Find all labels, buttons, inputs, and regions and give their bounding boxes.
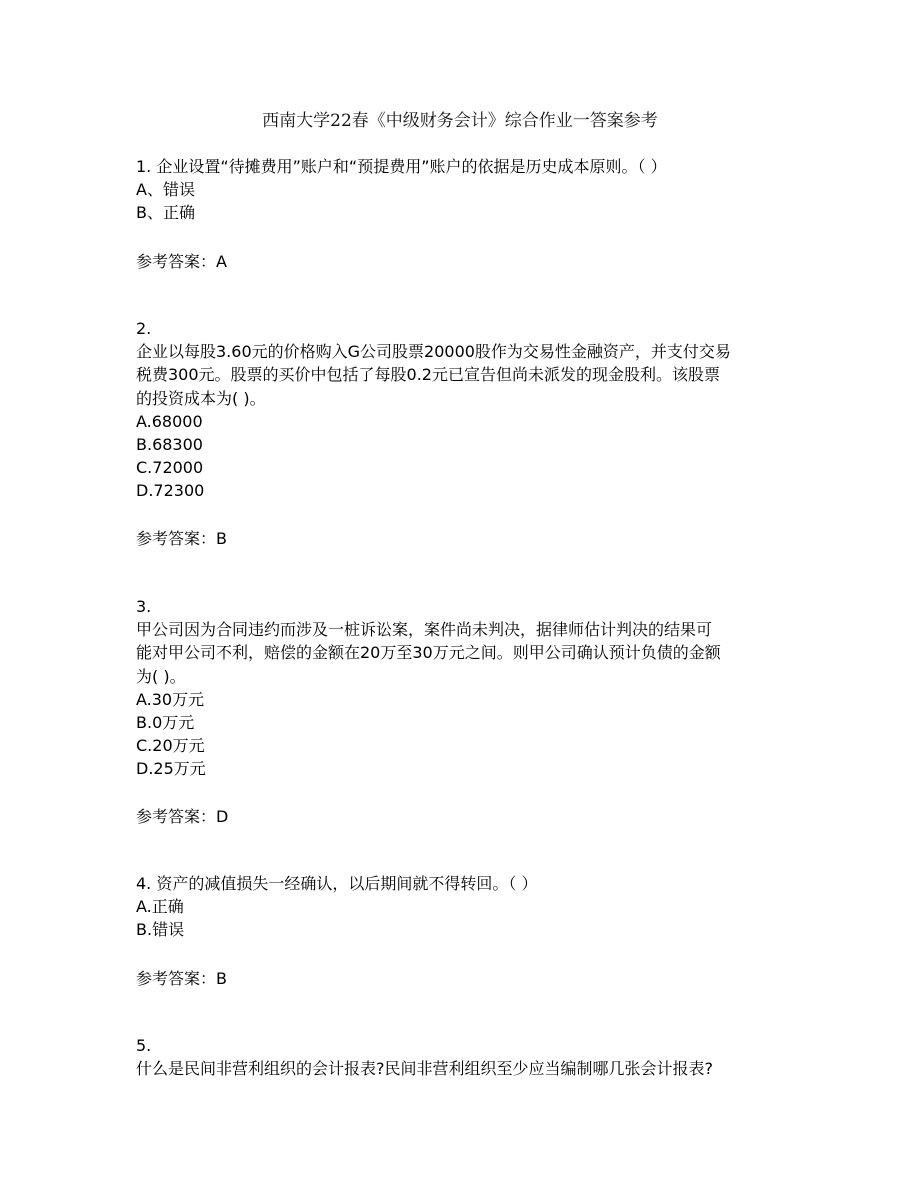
option-c: C.20万元: [136, 736, 205, 756]
question-number: 3.: [136, 597, 152, 616]
answer-2: 参考答案：B: [136, 529, 227, 548]
question-4: [136, 872, 796, 942]
option-a: A.68000: [136, 411, 203, 431]
question-number: 2.: [136, 319, 152, 338]
question-stem-line: 甲公司因为合同违约而涉及一桩诉讼案，案件尚未判决，据律师估计判决的结果可: [136, 620, 713, 640]
answer-3: 参考答案：D: [136, 807, 229, 826]
option-b: B.错误: [136, 920, 185, 940]
question-stem-line: 为( )。: [136, 666, 186, 686]
option-a: A.正确: [136, 897, 184, 917]
document-title: 西南大学22春《中级财务会计》综合作业一答案参考: [262, 111, 658, 131]
question-5: [136, 1034, 796, 1080]
question-stem-line: 的投资成本为( )。: [136, 388, 266, 408]
answer-1: 参考答案：A: [136, 252, 227, 271]
question-stem-line: 企业以每股3.60元的价格购入G公司股票20000股作为交易性金融资产，并支付交易: [136, 342, 731, 362]
option-c: C.72000: [136, 458, 204, 478]
option-b: B、正确: [136, 203, 195, 223]
option-d: D.72300: [136, 481, 205, 501]
question-stem-line: 能对甲公司不利，赔偿的金额在20万至30万元之间。则甲公司确认预计负债的金额: [136, 643, 721, 663]
question-stem: 4. 资产的减值损失一经确认，以后期间就不得转回。（ ）: [136, 874, 538, 893]
option-a: A、错误: [136, 180, 195, 200]
answer-4: 参考答案：B: [136, 969, 227, 988]
question-stem-line: 税费300元。股票的买价中包括了每股0.2元已宣告但尚未派发的现金股利。该股票: [136, 365, 720, 385]
question-3: [136, 595, 796, 781]
question-2: [136, 317, 796, 503]
question-stem-line: 什么是民间非营利组织的会计报表?民间非营利组织至少应当编制哪几张会计报表?: [136, 1059, 713, 1079]
option-b: B.0万元: [136, 712, 195, 732]
question-number: 5.: [136, 1036, 152, 1055]
question-1: [136, 155, 796, 225]
option-a: A.30万元: [136, 689, 205, 709]
option-b: B.68300: [136, 434, 203, 454]
question-stem: 1. 企业设置“待摊费用”账户和“预提费用”账户的依据是历史成本原则。（ ）: [136, 157, 667, 176]
option-d: D.25万元: [136, 759, 206, 779]
